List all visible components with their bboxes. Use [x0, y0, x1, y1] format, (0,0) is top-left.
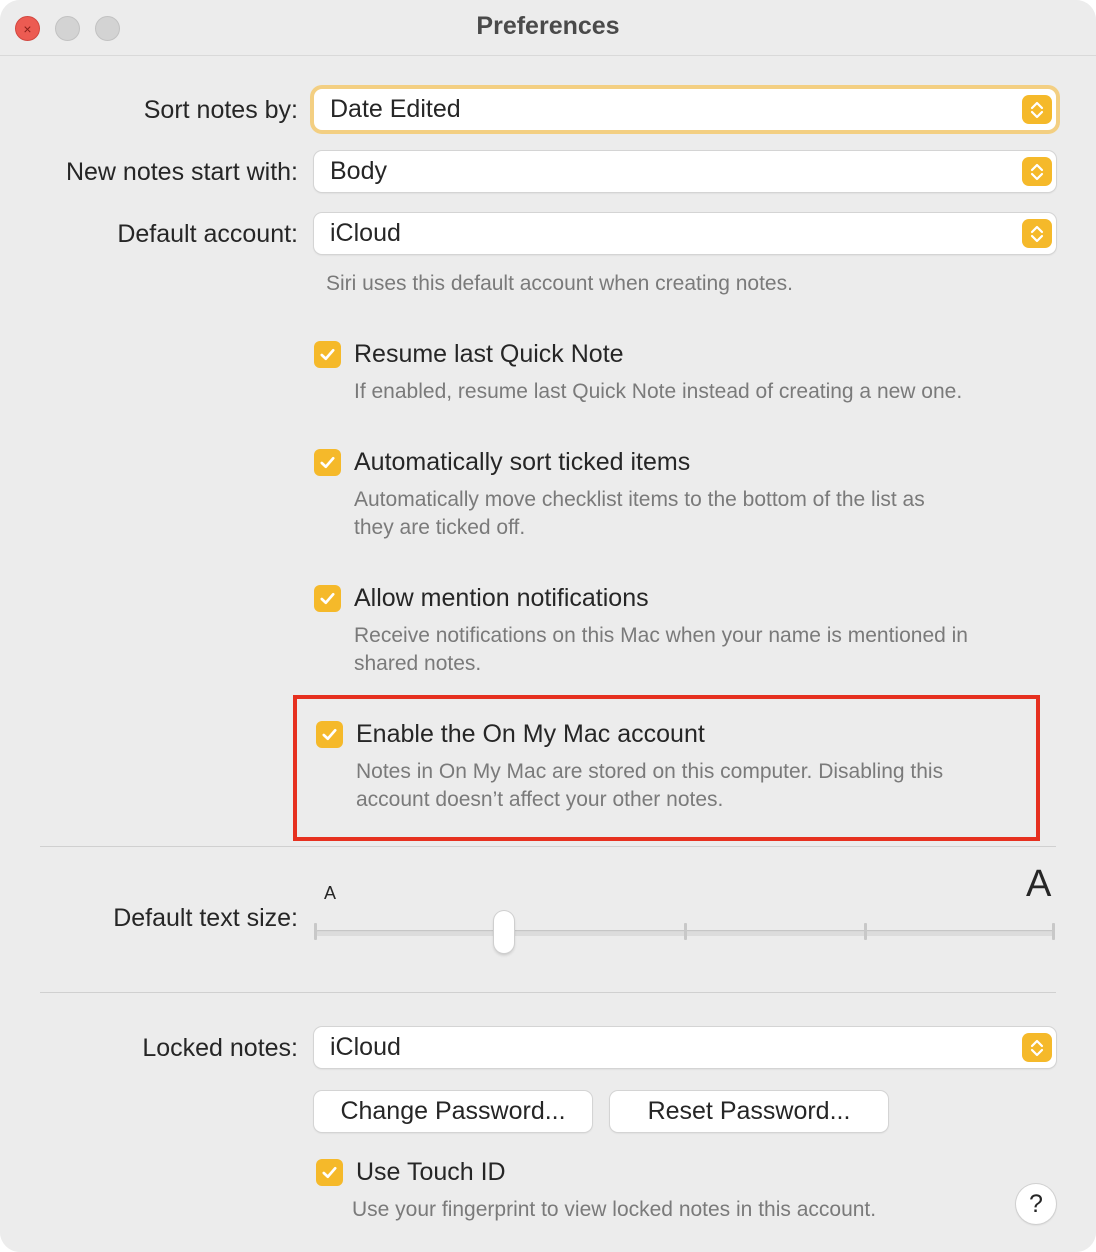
resume-quick-note-checkbox[interactable]	[314, 341, 341, 368]
mention-notifications-checkbox[interactable]	[314, 585, 341, 612]
locked-notes-value: iCloud	[330, 1033, 401, 1061]
auto-sort-ticked-description-line-1: Automatically move checklist items to the bottom of the list as	[354, 488, 925, 511]
sort-notes-popup[interactable]	[314, 89, 1056, 130]
slider-tick	[864, 923, 867, 940]
change-password-button[interactable]: Change Password...	[314, 1091, 592, 1132]
resume-quick-note-label[interactable]: Resume last Quick Note	[354, 340, 624, 368]
updown-arrows-icon	[1022, 95, 1052, 124]
title-bar	[0, 0, 1096, 56]
slider-tick	[684, 923, 687, 940]
checkmark-icon	[318, 345, 337, 364]
close-icon: ×	[23, 20, 32, 37]
updown-arrows-icon	[1022, 157, 1052, 186]
updown-arrows-icon	[1022, 1033, 1052, 1062]
touch-id-label[interactable]: Use Touch ID	[356, 1158, 506, 1186]
new-notes-value: Body	[330, 157, 387, 185]
separator	[40, 846, 1056, 847]
large-text-size-glyph: A	[1026, 863, 1052, 905]
checkmark-icon	[318, 453, 337, 472]
small-text-size-glyph: A	[324, 883, 337, 903]
touch-id-description: Use your fingerprint to view locked notes in this account.	[352, 1198, 877, 1221]
on-my-mac-account-description-line-1: Notes in On My Mac are stored on this computer. Disabling this	[356, 760, 944, 783]
mention-notifications-description-line-2: shared notes.	[354, 652, 482, 675]
separator	[40, 992, 1056, 993]
new-notes-label: New notes start with:	[65, 158, 298, 186]
on-my-mac-account-label[interactable]: Enable the On My Mac account	[356, 720, 705, 748]
auto-sort-ticked-checkbox[interactable]	[314, 449, 341, 476]
sort-notes-label: Sort notes by:	[143, 96, 298, 124]
new-notes-popup[interactable]	[314, 151, 1056, 192]
text-size-label: Default text size:	[113, 904, 298, 932]
reset-password-button[interactable]: Reset Password...	[610, 1091, 888, 1132]
default-account-hint: Siri uses this default account when creating notes.	[326, 272, 793, 295]
touch-id-checkbox[interactable]	[316, 1159, 343, 1186]
resume-quick-note-description: If enabled, resume last Quick Note instead of creating a new one.	[354, 380, 963, 403]
default-account-value: iCloud	[330, 219, 401, 247]
auto-sort-ticked-label[interactable]: Automatically sort ticked items	[354, 448, 691, 476]
locked-notes-label: Locked notes:	[142, 1034, 298, 1062]
updown-arrows-icon	[1022, 219, 1052, 248]
auto-sort-ticked-description-line-2: they are ticked off.	[354, 516, 526, 539]
help-button[interactable]: ?	[1016, 1184, 1056, 1224]
slider-tick	[314, 923, 317, 940]
on-my-mac-account-description-line-2: account doesn’t affect your other notes.	[356, 788, 724, 811]
locked-notes-popup[interactable]	[314, 1027, 1056, 1068]
mention-notifications-label[interactable]: Allow mention notifications	[354, 584, 649, 612]
default-account-popup[interactable]	[314, 213, 1056, 254]
on-my-mac-account-checkbox[interactable]	[316, 721, 343, 748]
slider-tick	[1052, 923, 1055, 940]
mention-notifications-description-line-1: Receive notifications on this Mac when your name is mentioned in	[354, 624, 968, 647]
preferences-content	[0, 57, 1096, 1252]
checkmark-icon	[320, 1163, 339, 1182]
checkmark-icon	[318, 589, 337, 608]
sort-notes-value: Date Edited	[330, 95, 461, 123]
text-size-slider-knob[interactable]	[494, 911, 514, 953]
window-title: Preferences	[476, 12, 620, 40]
default-account-label: Default account:	[117, 220, 298, 248]
checkmark-icon	[320, 725, 339, 744]
